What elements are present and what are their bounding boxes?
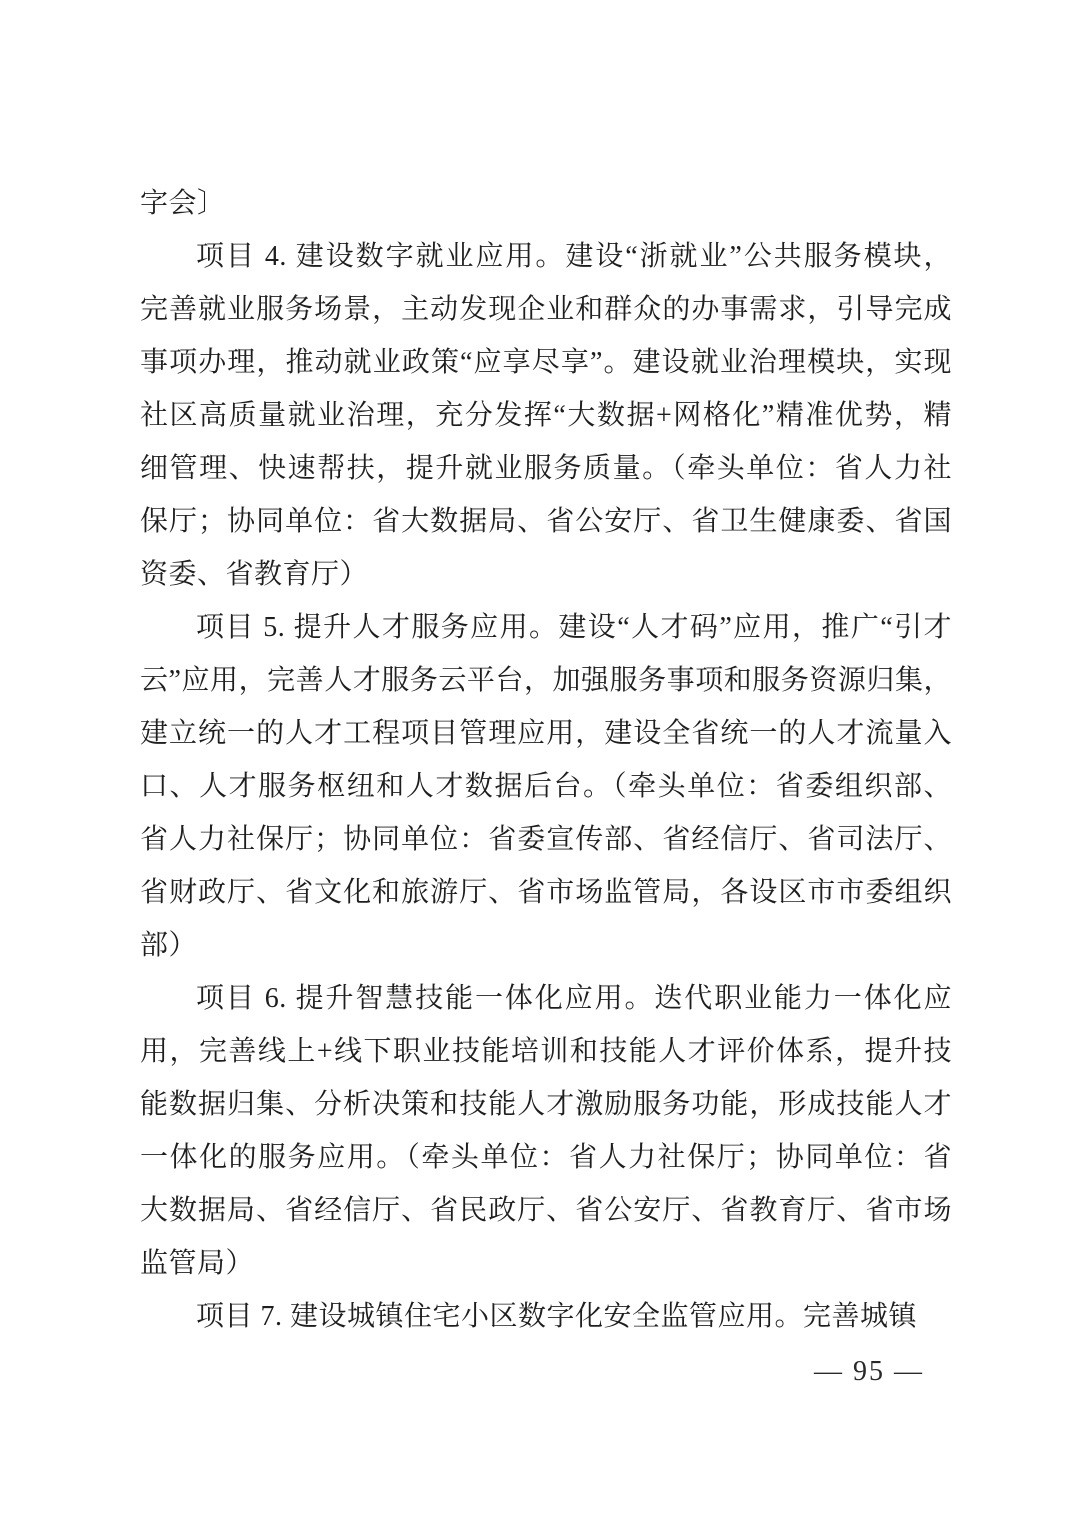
text-line: 用，完善线上+线下职业技能培训和技能人才评价体系，提升技 (140, 1036, 952, 1067)
text-line: 社区高质量就业治理，充分发挥“大数据+网格化”精准优势，精 (140, 400, 952, 431)
text-line: 部） (140, 930, 198, 961)
text-line: 字会〕 (140, 188, 226, 219)
text-line: 大数据局、省经信厅、省民政厅、省公安厅、省教育厅、省市场 (140, 1195, 952, 1226)
text-line: 项目 4. 建设数字就业应用。建设“浙就业”公共服务模块， (196, 241, 952, 272)
text-line: 项目 6. 提升智慧技能一体化应用。迭代职业能力一体化应 (196, 983, 952, 1014)
text-line: 细管理、快速帮扶，提升就业服务质量。（牵头单位：省人力社 (140, 453, 952, 484)
text-line: 一体化的服务应用。（牵头单位：省人力社保厅；协同单位：省 (140, 1142, 952, 1173)
text-line: 建立统一的人才工程项目管理应用，建设全省统一的人才流量入 (140, 718, 952, 749)
text-line: 能数据归集、分析决策和技能人才激励服务功能，形成技能人才 (140, 1089, 952, 1120)
text-line: 资委、省教育厅） (140, 559, 369, 590)
text-line: 项目 7. 建设城镇住宅小区数字化安全监管应用。完善城镇 (196, 1301, 918, 1332)
text-line: 保厅；协同单位：省大数据局、省公安厅、省卫生健康委、省国 (140, 506, 952, 537)
document-body (140, 177, 952, 1343)
text-line: 省人力社保厅；协同单位：省委宣传部、省经信厅、省司法厅、 (140, 824, 952, 855)
text-line: 省财政厅、省文化和旅游厅、省市场监管局，各设区市市委组织 (140, 877, 952, 908)
text-line: 监管局） (140, 1248, 255, 1279)
text-line: 项目 5. 提升人才服务应用。建设“人才码”应用，推广“引才 (196, 612, 952, 643)
text-line: 完善就业服务场景，主动发现企业和群众的办事需求，引导完成 (140, 294, 952, 325)
page-number: — 95 — (814, 1356, 924, 1387)
text-line: 口、人才服务枢纽和人才数据后台。（牵头单位：省委组织部、 (140, 771, 952, 802)
text-line: 事项办理，推动就业政策“应享尽享”。建设就业治理模块，实现 (140, 347, 952, 378)
text-line: 云”应用，完善人才服务云平台，加强服务事项和服务资源归集， (140, 665, 952, 696)
